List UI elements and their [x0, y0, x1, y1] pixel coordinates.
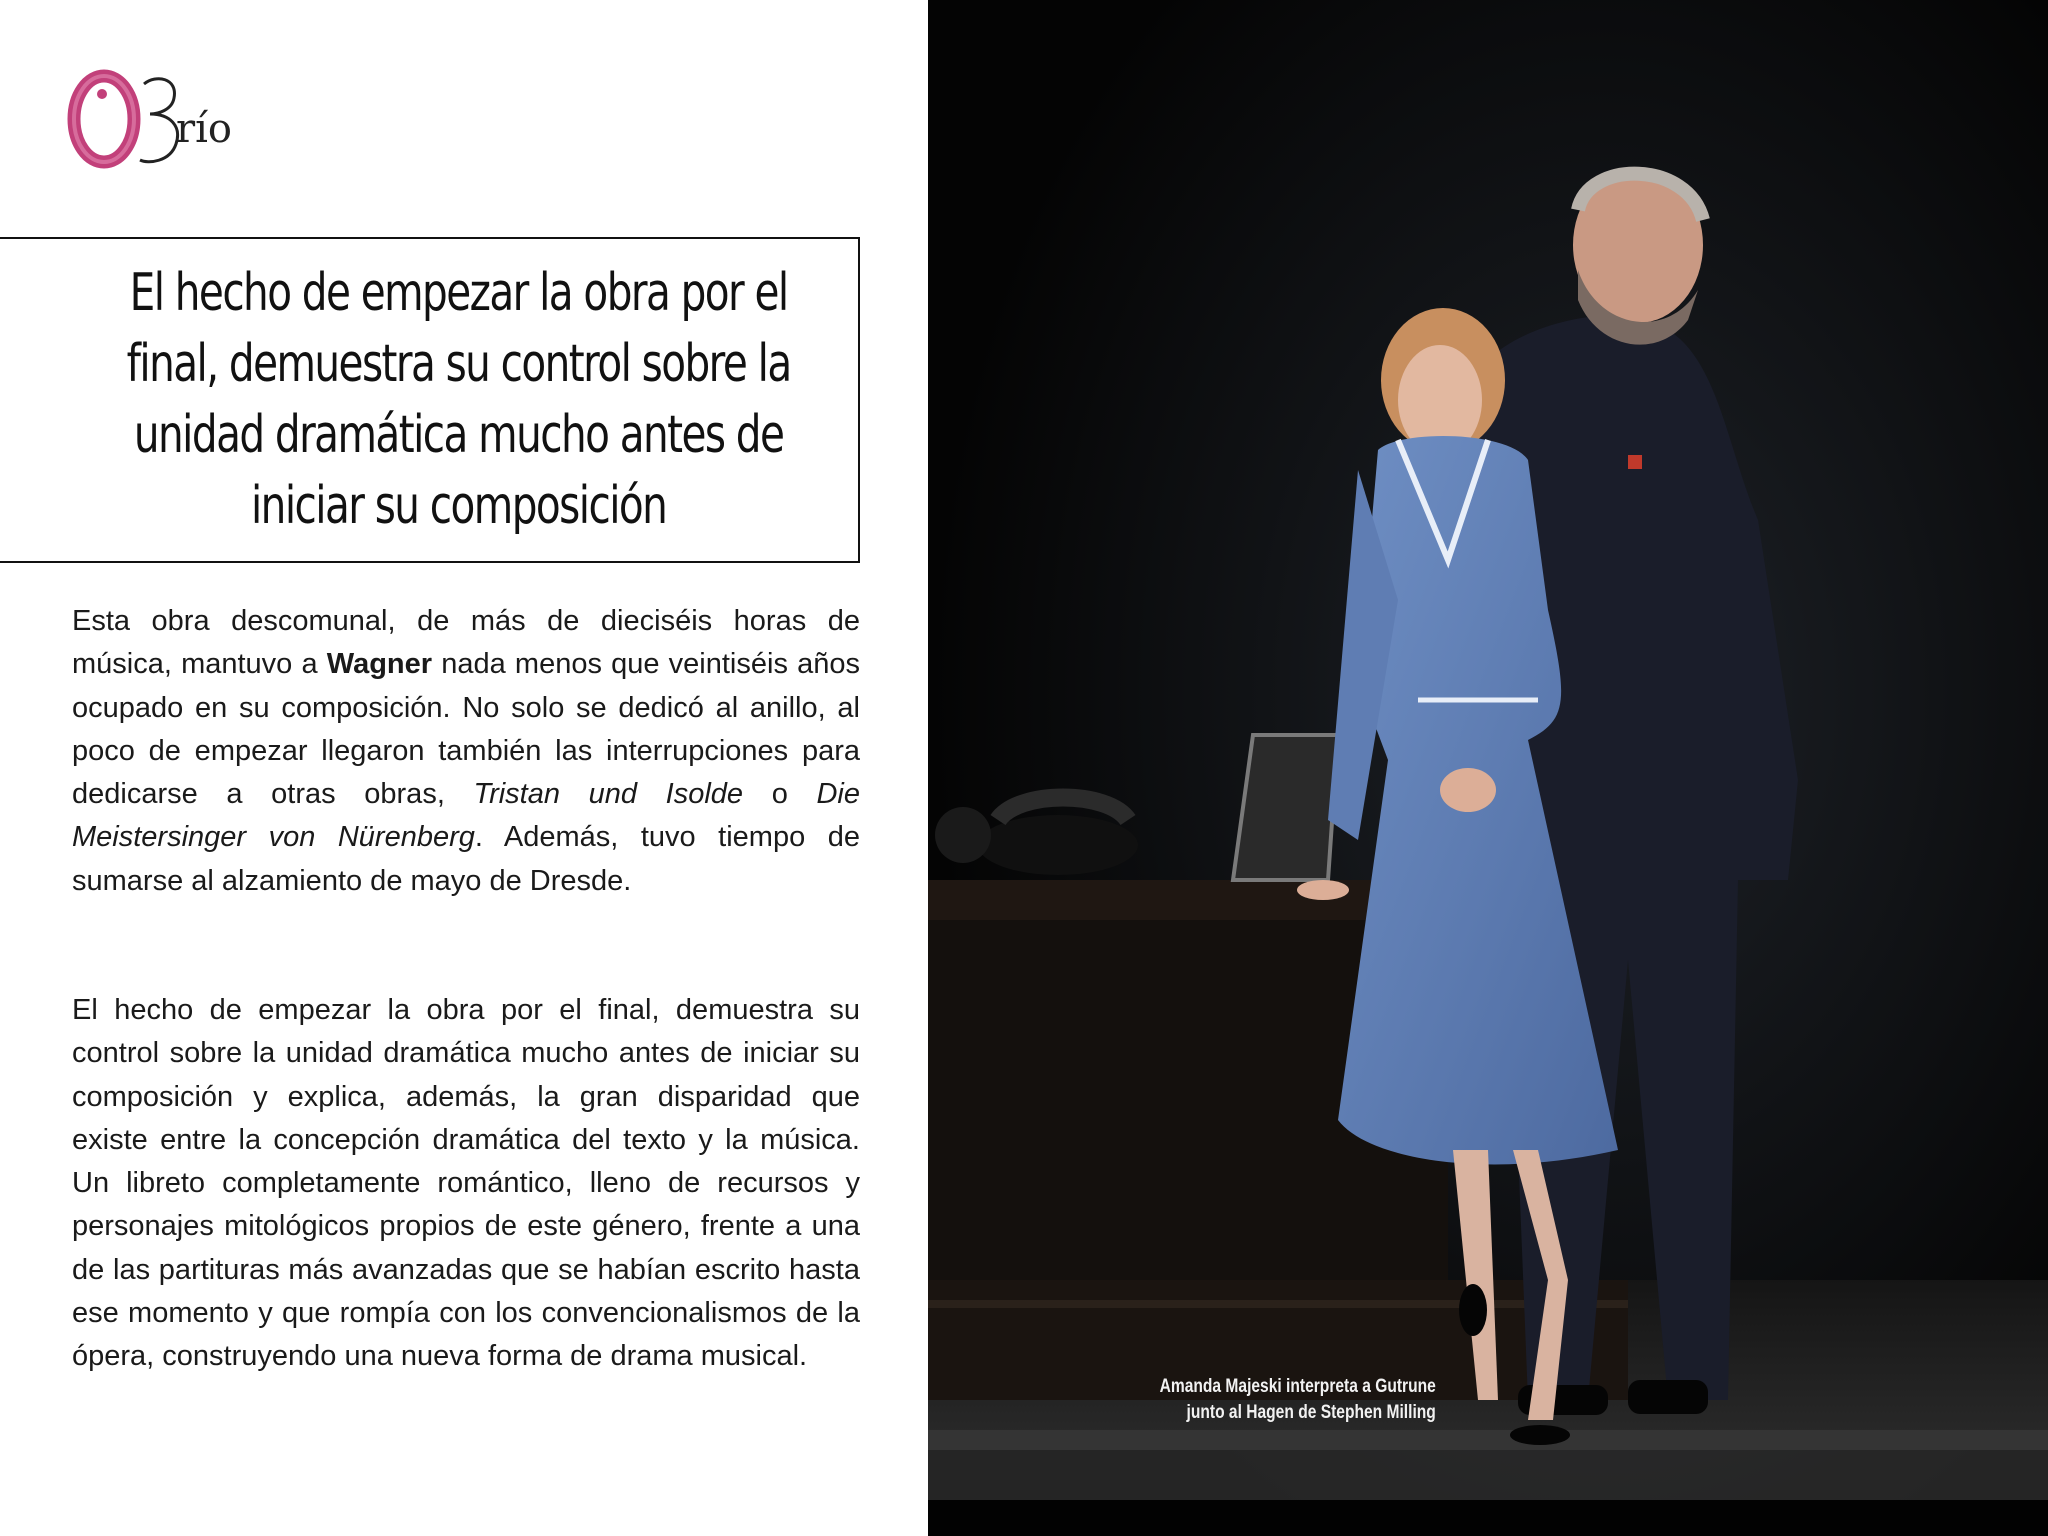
pull-quote-line: iniciar su composición	[251, 476, 667, 536]
text-run: . Además, tuvo tiempo de sumarse al alzamiento de mayo de Dresde.	[72, 821, 860, 897]
composer-name: Wagner	[326, 648, 433, 681]
stage-photo	[928, 0, 2048, 1536]
text-run: nada menos que veintiséis años ocupado en su composición. No solo se dedicó al anillo, al poco de empezar llegaron también las interrupciones para dedicarse a otras obras,	[72, 648, 860, 811]
article-paragraph-1	[72, 600, 860, 903]
pull-quote-line: El hecho de empezar la obra por el	[130, 263, 788, 323]
photo-caption	[1160, 1374, 1436, 1426]
pull-quote-line: final, demuestra su control sobre la	[127, 334, 791, 394]
pull-quote-line: unidad dramática mucho antes de	[134, 405, 784, 465]
caption-line: Amanda Majeski interpreta a Gutrune	[1159, 1376, 1436, 1397]
opera-title: Die Meistersinger von Nürenberg	[72, 778, 860, 854]
pull-quote-text	[127, 258, 791, 542]
picture-frame-icon	[1233, 735, 1338, 880]
article-paragraph-2: El hecho de empezar la obra por el final, demuestra su control sobre la unidad dramática mucho antes de iniciar su composición y explica, además, la gran disparidad que existe entre la concepción dramática del texto y la música. Un libreto completamente romántico, lleno de recursos y personajes mitológicos propios de este género, frente a una de las partituras más avanzadas que se habían escrito hasta ese momento y que rompía con los convencionalismos de la ópera, construyendo una nueva forma de drama musical.	[72, 994, 860, 1373]
opera-title: Tristan und Isolde	[473, 778, 744, 811]
stage-scene	[928, 0, 2048, 1536]
text-run: Esta obra descomunal, de más de dieciséis horas de música, mantuvo a	[72, 605, 860, 681]
caption-line: junto al Hagen de Stephen Milling	[1186, 1402, 1436, 1423]
obrio-logo	[66, 64, 286, 174]
svg-text:río: río	[176, 106, 232, 152]
pull-quote-box	[0, 237, 860, 563]
text-run: o	[743, 778, 817, 811]
